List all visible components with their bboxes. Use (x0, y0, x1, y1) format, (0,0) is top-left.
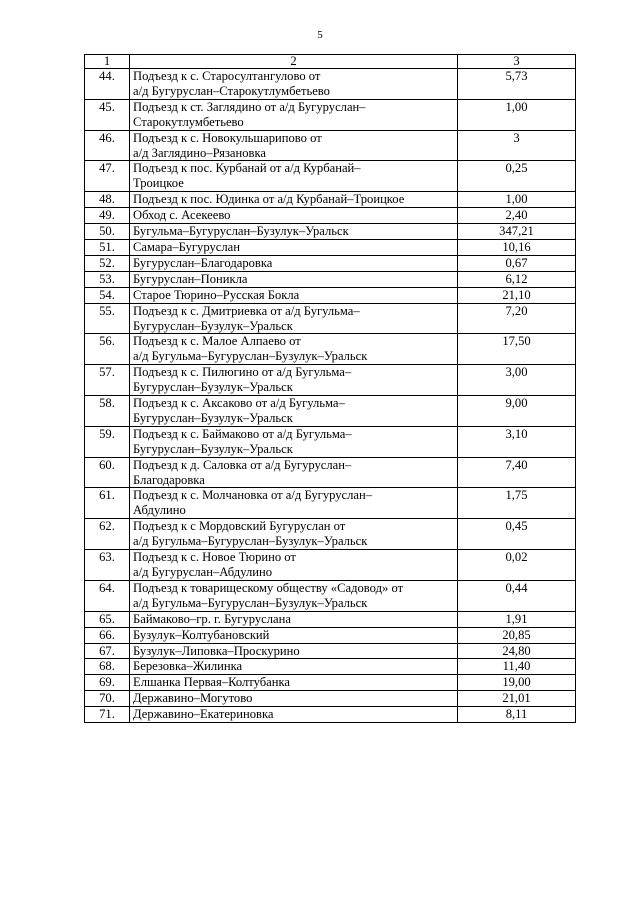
table-row (85, 550, 576, 581)
table-row (85, 488, 576, 519)
road-length: 1,00 (458, 99, 576, 130)
road-name-line: Подъезд к товарищескому обществу «Садовод» от (133, 580, 404, 595)
table-row (85, 611, 576, 627)
row-number: 69. (85, 675, 130, 691)
road-length: 3 (458, 130, 576, 161)
table-row (85, 643, 576, 659)
road-length: 0,67 (458, 255, 576, 271)
row-number: 47. (85, 161, 130, 192)
road-length: 6,12 (458, 271, 576, 287)
row-number: 70. (85, 691, 130, 707)
road-length: 3,00 (458, 365, 576, 396)
road-name (130, 627, 458, 643)
table-row (85, 691, 576, 707)
road-name (130, 643, 458, 659)
row-number: 52. (85, 255, 130, 271)
table-row (85, 707, 576, 723)
row-number: 56. (85, 334, 130, 365)
table-row (85, 287, 576, 303)
row-number: 57. (85, 365, 130, 396)
road-name-line: Подъезд к с. Старосултангулово от (133, 69, 321, 83)
row-number: 54. (85, 287, 130, 303)
table-row (85, 255, 576, 271)
row-number: 48. (85, 192, 130, 208)
row-number: 58. (85, 396, 130, 427)
road-name-line: Старокутлумбетьево (133, 114, 244, 129)
road-name-line: Подъезд к д. Саловка от а/д Бугуруслан– (133, 457, 352, 472)
road-length: 19,00 (458, 675, 576, 691)
road-length: 1,00 (458, 192, 576, 208)
row-number: 62. (85, 519, 130, 550)
table-row (85, 239, 576, 255)
road-name-line: Старое Тюрино–Русская Бокла (133, 287, 300, 302)
row-number: 45. (85, 99, 130, 130)
road-length: 21,01 (458, 691, 576, 707)
road-name (130, 208, 458, 224)
road-name (130, 287, 458, 303)
header-col-1: 1 (85, 55, 130, 69)
road-name-line: Самара–Бугуруслан (133, 239, 240, 254)
row-number: 63. (85, 550, 130, 581)
road-name-line: Державино–Могутово (133, 691, 253, 706)
table-row (85, 457, 576, 488)
road-name (130, 303, 458, 334)
road-name-line: Подъезд к с. Новокульшарипово от (133, 130, 322, 145)
row-number: 46. (85, 130, 130, 161)
road-name (130, 550, 458, 581)
road-length: 20,85 (458, 627, 576, 643)
road-name (130, 130, 458, 161)
row-number: 65. (85, 611, 130, 627)
road-length: 8,11 (458, 707, 576, 723)
table-row (85, 69, 576, 100)
road-name (130, 271, 458, 287)
road-name (130, 691, 458, 707)
road-name-line: Бугуруслан–Бузулук–Уральск (133, 410, 293, 425)
row-number: 53. (85, 271, 130, 287)
road-name-line: Подъезд к с. Дмитриевка от а/д Бугульма– (133, 303, 360, 318)
table-row (85, 675, 576, 691)
road-name-line: Бузулук–Колтубановский (133, 627, 270, 642)
road-name (130, 239, 458, 255)
road-name-line: а/д Бугульма–Бугуруслан–Бузулук–Уральск (133, 595, 368, 610)
table-row (85, 426, 576, 457)
road-length: 9,00 (458, 396, 576, 427)
road-name-line: Подъезд к ст. Заглядино от а/д Бугуруслан– (133, 99, 366, 114)
road-name-line: Державино–Екатериновка (133, 707, 274, 722)
road-length: 17,50 (458, 334, 576, 365)
road-name-line: а/д Заглядино–Рязановка (133, 145, 267, 160)
table-row (85, 334, 576, 365)
row-number: 51. (85, 239, 130, 255)
road-name-line: Бугуруслан–Бузулук–Уральск (133, 441, 293, 456)
road-length: 11,40 (458, 659, 576, 675)
page-number: 5 (317, 29, 323, 41)
row-number: 67. (85, 643, 130, 659)
table-row (85, 627, 576, 643)
road-name (130, 488, 458, 519)
table-row (85, 303, 576, 334)
table-body (85, 55, 576, 723)
road-name (130, 457, 458, 488)
road-length: 5,73 (458, 69, 576, 100)
road-length: 24,80 (458, 643, 576, 659)
road-name-line: Подъезд к с Мордовский Бугуруслан от (133, 519, 346, 534)
road-name (130, 675, 458, 691)
table-header-row (85, 55, 576, 69)
road-name-line: а/д Бугульма–Бугуруслан–Бузулук–Уральск (133, 534, 368, 549)
road-name-line: Березовка–Жилинка (133, 659, 243, 674)
road-name (130, 255, 458, 271)
road-name-line: Бугуруслан–Бузулук–Уральск (133, 380, 293, 395)
row-number: 60. (85, 457, 130, 488)
header-col-3: 3 (458, 55, 576, 69)
road-name-line: а/д Бугульма–Бугуруслан–Бузулук–Уральск (133, 349, 368, 364)
table-row (85, 365, 576, 396)
row-number: 44. (85, 69, 130, 100)
road-name-line: Благодаровка (133, 472, 205, 487)
road-length: 1,91 (458, 611, 576, 627)
road-name (130, 99, 458, 130)
road-name-line: Подъезд к с. Молчановка от а/д Бугуруслан– (133, 488, 373, 503)
table-row (85, 519, 576, 550)
road-name (130, 396, 458, 427)
road-name (130, 224, 458, 240)
road-name-line: Бугуруслан–Бузулук–Уральск (133, 318, 293, 333)
row-number: 68. (85, 659, 130, 675)
road-name (130, 334, 458, 365)
table-row (85, 161, 576, 192)
header-col-2: 2 (130, 55, 458, 69)
road-name-line: Баймаково–гр. г. Бугуруслана (133, 611, 291, 626)
road-name-line: Подъезд к с. Новое Тюрино от (133, 550, 296, 565)
road-length: 347,21 (458, 224, 576, 240)
road-length: 0,44 (458, 580, 576, 611)
road-length: 7,40 (458, 457, 576, 488)
row-number: 71. (85, 707, 130, 723)
road-name-line: Бугульма–Бугуруслан–Бузулук–Уральск (133, 224, 349, 239)
road-name-line: Подъезд к с. Баймаково от а/д Бугульма– (133, 426, 352, 441)
road-name-line: Подъезд к пос. Курбанай от а/д Курбанай– (133, 161, 361, 176)
road-name-line: а/д Бугуруслан–Старокутлумбетьево (133, 83, 330, 98)
road-name-line: Подъезд к с. Аксаково от а/д Бугульма– (133, 396, 345, 411)
table-row (85, 659, 576, 675)
road-length: 1,75 (458, 488, 576, 519)
table-row (85, 396, 576, 427)
road-name (130, 161, 458, 192)
road-name (130, 707, 458, 723)
row-number: 64. (85, 580, 130, 611)
roads-table (84, 54, 576, 723)
road-name-line: Бузулук–Липовка–Проскурино (133, 643, 300, 658)
road-name-line: Бугуруслан–Благодаровка (133, 255, 273, 270)
road-name-line: Подъезд к с. Пилюгино от а/д Бугульма– (133, 365, 352, 380)
road-length: 7,20 (458, 303, 576, 334)
road-length: 0,02 (458, 550, 576, 581)
road-length: 0,25 (458, 161, 576, 192)
road-name-line: Абдулино (133, 503, 186, 518)
road-name-line: а/д Бугуруслан–Абдулино (133, 565, 273, 579)
table-row (85, 192, 576, 208)
road-name (130, 580, 458, 611)
table-row (85, 224, 576, 240)
road-name (130, 659, 458, 675)
table-row (85, 99, 576, 130)
road-name (130, 192, 458, 208)
road-name-line: Бугуруслан–Поникла (133, 271, 248, 286)
table-row (85, 580, 576, 611)
table-row (85, 130, 576, 161)
row-number: 55. (85, 303, 130, 334)
road-length: 2,40 (458, 208, 576, 224)
row-number: 50. (85, 224, 130, 240)
table-row (85, 208, 576, 224)
road-name-line: Подъезд к пос. Юдинка от а/д Курбанай–Троицкое (133, 192, 405, 207)
row-number: 49. (85, 208, 130, 224)
row-number: 59. (85, 426, 130, 457)
road-name (130, 69, 458, 100)
road-name-line: Троицкое (133, 176, 184, 191)
road-name-line: Подъезд к с. Малое Алпаево от (133, 334, 301, 349)
road-name-line: Елшанка Первая–Колтубанка (133, 675, 291, 690)
road-name (130, 611, 458, 627)
road-name (130, 426, 458, 457)
road-length: 10,16 (458, 239, 576, 255)
road-length: 21,10 (458, 287, 576, 303)
road-name-line: Обход с. Асекеево (133, 208, 231, 223)
road-length: 3,10 (458, 426, 576, 457)
table-row (85, 271, 576, 287)
row-number: 61. (85, 488, 130, 519)
road-length: 0,45 (458, 519, 576, 550)
road-name (130, 519, 458, 550)
row-number: 66. (85, 627, 130, 643)
road-name (130, 365, 458, 396)
